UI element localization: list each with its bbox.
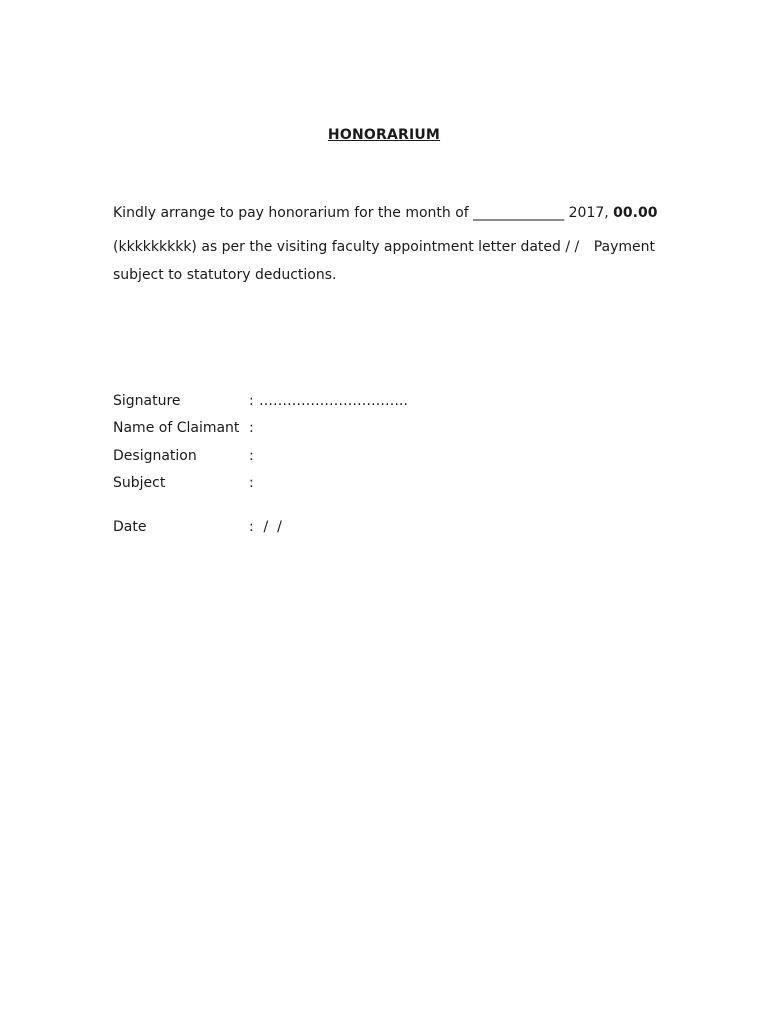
paragraph-line-2-text: (kkkkkkkkk) as per the visiting faculty appointment letter dated / / [113,239,580,255]
designation-colon: : [249,448,254,464]
claimant-name-label: Name of Claimant [113,420,240,436]
honorarium-amount: 00.00 [613,205,658,221]
designation-label: Designation [113,448,197,464]
document-title: HONORARIUM [327,127,441,143]
signature-colon: : [249,393,254,409]
subject-field [113,475,259,491]
subject-colon: : [249,475,254,491]
payment-word: Payment [593,239,655,255]
subject-label: Subject [113,475,166,491]
date-value: / / [259,519,282,535]
date-colon: : [249,519,254,535]
date-label: Date [113,519,147,535]
designation-field [113,448,259,464]
signature-label: Signature [113,393,181,409]
paragraph-line-1-text: Kindly arrange to pay honorarium for the month of _____________ 2017, [113,205,609,221]
signature-value: ………………………….. [259,393,408,409]
signature-field [113,393,408,409]
claimant-name-colon: : [249,420,254,436]
paragraph-line-2 [113,239,655,255]
paragraph-line-1 [113,205,658,221]
claimant-name-field [113,420,259,436]
date-field [113,519,282,535]
paragraph-line-3: subject to statutory deductions. [113,267,337,283]
